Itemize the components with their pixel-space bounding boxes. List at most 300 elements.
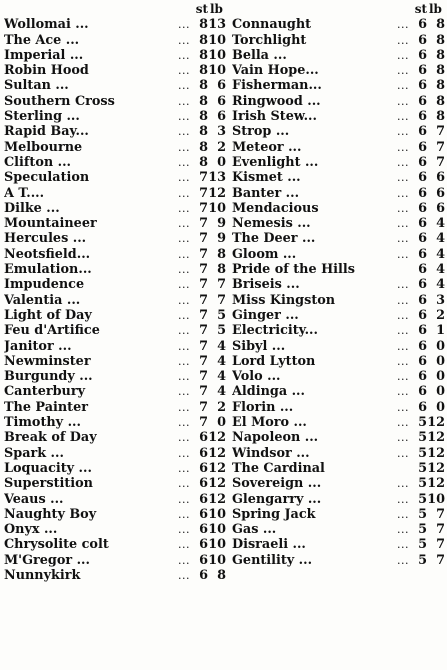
weight-pounds: 13 [208, 170, 226, 186]
weight-stone: 7 [199, 323, 208, 339]
list-item [4, 17, 226, 32]
leader-dots: ... [178, 125, 190, 139]
weight-stone: 7 [199, 384, 208, 400]
weight-pounds: 12 [427, 476, 445, 492]
list-item [232, 94, 445, 109]
left-entries [4, 17, 226, 583]
weight-pounds: 4 [436, 231, 445, 247]
weight-stone: 6 [418, 17, 427, 33]
weight-stone: 6 [418, 307, 427, 323]
leader-dots: ... [178, 171, 190, 185]
horse-name: Connaught [232, 17, 312, 33]
weight-stone: 5 [418, 476, 427, 492]
horse-name: Spring Jack [232, 506, 316, 522]
weight-stone: 8 [199, 93, 208, 109]
horse-name: Sultan ... [4, 78, 69, 94]
weight-pounds: 7 [436, 506, 445, 522]
weight-pounds: 12 [427, 445, 445, 461]
left-column [4, 2, 226, 583]
weight-pounds: 12 [427, 430, 445, 446]
weight-pounds: 8 [217, 246, 226, 262]
list-item [4, 216, 226, 231]
pound-heading: lb [210, 2, 223, 16]
leader-dots: ... [397, 370, 409, 384]
weight-stone: 8 [199, 47, 208, 63]
horse-name: Banter ... [232, 185, 300, 201]
horse-name: Mountaineer [4, 216, 97, 232]
weight-stone: 7 [199, 216, 208, 232]
weight-pounds: 8 [436, 17, 445, 33]
weight-stone: 7 [199, 231, 208, 247]
weight-pounds: 6 [217, 93, 226, 109]
weight-pounds: 5 [217, 307, 226, 323]
weight-pounds: 0 [217, 154, 226, 170]
horse-name: Sovereign ... [232, 476, 322, 492]
horse-name: Torchlight [232, 32, 307, 48]
weight-stone: 6 [199, 567, 208, 583]
weight-stone: 6 [418, 216, 427, 232]
weight-pounds: 7 [436, 154, 445, 170]
leader-dots: ... [178, 217, 190, 231]
horse-name: Gentility ... [232, 552, 313, 568]
leader-dots: ... [178, 64, 190, 78]
list-item [232, 277, 445, 292]
leader-dots: ... [397, 48, 409, 62]
weight-stone: 5 [418, 506, 427, 522]
list-item [4, 507, 226, 522]
horse-name: Speculation [4, 170, 90, 186]
horse-name: Fisherman... [232, 78, 322, 94]
horse-name: Kismet ... [232, 170, 301, 186]
horse-name: Miss Kingston [232, 292, 336, 308]
weight-stone: 6 [418, 353, 427, 369]
list-item [232, 17, 445, 32]
leader-dots: ... [178, 18, 190, 32]
list-item [232, 231, 445, 246]
horse-name: Meteor ... [232, 139, 302, 155]
leader-dots: ... [178, 538, 190, 552]
list-item [4, 415, 226, 430]
leader-dots: ... [397, 201, 409, 215]
list-item [232, 323, 445, 338]
weight-pounds: 3 [436, 292, 445, 308]
horse-name: El Moro ... [232, 415, 307, 431]
weight-pounds: 8 [436, 93, 445, 109]
horse-name: Irish Stew... [232, 109, 317, 125]
list-item [232, 186, 445, 201]
list-item [4, 537, 226, 552]
list-item [232, 247, 445, 262]
weight-pounds: 10 [208, 47, 226, 63]
horse-name: Pride of the Hills [232, 262, 355, 278]
list-item [232, 124, 445, 139]
leader-dots: ... [397, 339, 409, 353]
list-item [232, 492, 445, 507]
list-item [232, 201, 445, 216]
leader-dots: ... [178, 247, 190, 261]
weight-stone: 6 [199, 445, 208, 461]
weight-stone: 6 [199, 491, 208, 507]
weight-stone: 6 [418, 262, 427, 278]
leader-dots: ... [397, 385, 409, 399]
weight-pounds: 6 [217, 78, 226, 94]
weight-pounds: 7 [217, 277, 226, 293]
weight-pounds: 10 [427, 491, 445, 507]
weight-pounds: 0 [436, 369, 445, 385]
column-header [4, 2, 226, 17]
weight-pounds: 8 [217, 262, 226, 278]
leader-dots: ... [178, 308, 190, 322]
weight-pounds: 12 [208, 491, 226, 507]
horse-name: Veaus ... [4, 491, 64, 507]
horse-name: Robin Hood [4, 63, 89, 79]
leader-dots: ... [178, 186, 190, 200]
leader-dots: ... [397, 446, 409, 460]
weight-stone: 8 [199, 139, 208, 155]
weight-stone: 6 [199, 537, 208, 553]
leader-dots: ... [397, 507, 409, 521]
weight-pounds: 9 [217, 231, 226, 247]
weight-stone: 8 [199, 154, 208, 170]
horse-name: A T.... [4, 185, 45, 201]
leader-dots: ... [178, 553, 190, 567]
weight-pounds: 10 [208, 200, 226, 216]
weight-stone: 6 [418, 292, 427, 308]
weight-stone: 6 [418, 323, 427, 339]
weight-stone: 6 [418, 63, 427, 79]
leader-dots: ... [178, 507, 190, 521]
leader-dots: ... [178, 385, 190, 399]
weight-pounds: 7 [436, 124, 445, 140]
list-item [4, 247, 226, 262]
pound-heading: lb [429, 2, 442, 16]
leader-dots: ... [397, 171, 409, 185]
horse-name: Emulation... [4, 262, 92, 278]
list-item [232, 308, 445, 323]
leader-dots: ... [178, 492, 190, 506]
leader-dots: ... [397, 477, 409, 491]
horse-name: Napoleon ... [232, 430, 319, 446]
leader-dots: ... [397, 278, 409, 292]
horse-name: Lord Lytton [232, 353, 316, 369]
weight-stone: 6 [418, 277, 427, 293]
horse-name: Florin ... [232, 399, 294, 415]
column-header [232, 2, 445, 17]
list-item [4, 155, 226, 170]
weight-stone: 7 [199, 292, 208, 308]
horse-name: Newminster [4, 353, 91, 369]
leader-dots: ... [397, 140, 409, 154]
list-item [4, 568, 226, 583]
weight-stone: 6 [418, 32, 427, 48]
weight-pounds: 10 [208, 537, 226, 553]
leader-dots: ... [178, 79, 190, 93]
leader-dots: ... [397, 64, 409, 78]
list-item [4, 522, 226, 537]
horse-name: Light of Day [4, 307, 92, 323]
weight-stone: 7 [199, 277, 208, 293]
weight-pounds: 7 [436, 552, 445, 568]
leader-dots: ... [397, 79, 409, 93]
horse-name: M'Gregor ... [4, 552, 90, 568]
horse-name: Burgundy ... [4, 369, 93, 385]
weight-pounds: 10 [208, 552, 226, 568]
weight-pounds: 4 [436, 216, 445, 232]
right-column [232, 2, 445, 568]
horse-name: Feu d'Artifice [4, 323, 100, 339]
horse-name: Break of Day [4, 430, 97, 446]
horse-name: Superstition [4, 476, 93, 492]
horse-name: Aldinga ... [232, 384, 305, 400]
leader-dots: ... [397, 18, 409, 32]
horse-name: Chrysolite colt [4, 537, 109, 553]
weight-pounds: 7 [436, 537, 445, 553]
weight-pounds: 4 [217, 338, 226, 354]
weight-stone: 5 [418, 491, 427, 507]
horse-name: Neotsfield... [4, 246, 91, 262]
list-item [4, 384, 226, 399]
list-item [232, 109, 445, 124]
weight-stone: 8 [199, 124, 208, 140]
weight-pounds: 12 [208, 445, 226, 461]
weight-pounds: 10 [208, 32, 226, 48]
stone-heading: st [195, 2, 208, 16]
leader-dots: ... [178, 48, 190, 62]
list-item [4, 140, 226, 155]
weight-stone: 6 [418, 78, 427, 94]
list-item [4, 323, 226, 338]
list-item [4, 277, 226, 292]
list-item [4, 476, 226, 491]
list-item [4, 262, 226, 277]
list-item [4, 109, 226, 124]
weight-stone: 6 [418, 185, 427, 201]
weight-pounds: 12 [427, 460, 445, 476]
weight-stone: 6 [418, 246, 427, 262]
horse-name: Valentia ... [4, 292, 81, 308]
weight-pounds: 8 [436, 32, 445, 48]
weight-pounds: 4 [217, 384, 226, 400]
weight-stone: 6 [199, 552, 208, 568]
horse-name: Janitor ... [4, 338, 72, 354]
weight-stone: 7 [199, 338, 208, 354]
weight-pounds: 12 [208, 460, 226, 476]
weight-pounds: 1 [436, 323, 445, 339]
leader-dots: ... [397, 293, 409, 307]
list-item [4, 170, 226, 185]
horse-name: Hercules ... [4, 231, 87, 247]
weight-stone: 6 [199, 506, 208, 522]
weight-pounds: 8 [217, 567, 226, 583]
weight-stone: 6 [418, 384, 427, 400]
weight-pounds: 10 [208, 63, 226, 79]
weight-pounds: 12 [208, 185, 226, 201]
right-entries [232, 17, 445, 568]
list-item [4, 308, 226, 323]
weight-pounds: 6 [217, 109, 226, 125]
leader-dots: ... [397, 354, 409, 368]
horse-name: Naughty Boy [4, 506, 97, 522]
horse-name: The Cardinal [232, 460, 325, 476]
weight-stone: 6 [418, 139, 427, 155]
weight-pounds: 5 [217, 323, 226, 339]
weight-stone: 5 [418, 460, 427, 476]
weight-stone: 7 [199, 262, 208, 278]
horse-name: Bella ... [232, 47, 287, 63]
weight-pounds: 2 [436, 307, 445, 323]
leader-dots: ... [397, 232, 409, 246]
list-item [4, 492, 226, 507]
weight-pounds: 12 [208, 430, 226, 446]
horse-name: Canterbury [4, 384, 86, 400]
list-item [232, 140, 445, 155]
list-item [232, 63, 445, 78]
weight-pounds: 4 [217, 353, 226, 369]
list-item [4, 461, 226, 476]
horse-name: Nemesis ... [232, 216, 311, 232]
weight-stone: 7 [199, 415, 208, 431]
horse-name: Windsor ... [232, 445, 310, 461]
list-item [232, 400, 445, 415]
weight-pounds: 9 [217, 216, 226, 232]
weight-pounds: 13 [208, 17, 226, 33]
weight-pounds: 7 [436, 139, 445, 155]
weight-stone: 5 [418, 552, 427, 568]
leader-dots: ... [178, 523, 190, 537]
weight-stone: 8 [199, 78, 208, 94]
horse-name: Sterling ... [4, 109, 80, 125]
horse-name: Electricity... [232, 323, 318, 339]
weight-stone: 6 [418, 93, 427, 109]
weight-stone: 7 [199, 353, 208, 369]
weight-stone: 7 [199, 170, 208, 186]
weight-pounds: 12 [427, 415, 445, 431]
weight-pounds: 3 [217, 124, 226, 140]
weight-pounds: 4 [436, 262, 445, 278]
weight-stone: 6 [418, 369, 427, 385]
weight-stone: 8 [199, 17, 208, 33]
leader-dots: ... [397, 400, 409, 414]
horse-name: Nunnykirk [4, 567, 81, 583]
list-item [232, 522, 445, 537]
weight-stone: 7 [199, 307, 208, 323]
list-item [232, 430, 445, 445]
horse-name: Sibyl ... [232, 338, 286, 354]
list-item [232, 293, 445, 308]
leader-dots: ... [178, 33, 190, 47]
horse-name: Ginger ... [232, 307, 299, 323]
horse-name: Gas ... [232, 522, 277, 538]
weight-stone: 5 [418, 430, 427, 446]
list-item [4, 201, 226, 216]
horse-name: Timothy ... [4, 415, 81, 431]
horse-name: Evenlight ... [232, 154, 319, 170]
list-item [232, 48, 445, 63]
weight-pounds: 10 [208, 506, 226, 522]
weight-stone: 7 [199, 185, 208, 201]
list-item [4, 293, 226, 308]
weight-pounds: 6 [436, 170, 445, 186]
leader-dots: ... [178, 94, 190, 108]
horse-name: Spark ... [4, 445, 64, 461]
weight-pounds: 7 [436, 522, 445, 538]
list-item [232, 476, 445, 491]
weight-pounds: 8 [436, 109, 445, 125]
weight-stone: 7 [199, 369, 208, 385]
list-item [232, 553, 445, 568]
list-item [232, 354, 445, 369]
weight-stone: 7 [199, 200, 208, 216]
weight-pounds: 6 [436, 185, 445, 201]
leader-dots: ... [397, 33, 409, 47]
horse-name: Glengarry ... [232, 491, 322, 507]
weight-stone: 6 [418, 338, 427, 354]
leader-dots: ... [178, 416, 190, 430]
horse-name: Loquacity ... [4, 460, 92, 476]
list-item [4, 33, 226, 48]
leader-dots: ... [178, 293, 190, 307]
horse-name: Vain Hope... [232, 63, 319, 79]
leader-dots: ... [178, 155, 190, 169]
weight-stone: 5 [418, 537, 427, 553]
weight-pounds: 2 [217, 399, 226, 415]
weight-pounds: 2 [217, 139, 226, 155]
horse-name: Imperial ... [4, 47, 84, 63]
leader-dots: ... [178, 278, 190, 292]
horse-name: Briseis ... [232, 277, 300, 293]
list-item [232, 461, 445, 476]
weight-pounds: 8 [436, 47, 445, 63]
leader-dots: ... [397, 492, 409, 506]
weight-stone: 6 [418, 200, 427, 216]
list-item [232, 262, 445, 277]
stone-heading: st [414, 2, 427, 16]
leader-dots: ... [397, 247, 409, 261]
leader-dots: ... [178, 568, 190, 582]
horse-name: Volo ... [232, 369, 281, 385]
horse-name: Gloom ... [232, 246, 297, 262]
list-item [4, 63, 226, 78]
weight-stone: 6 [199, 476, 208, 492]
weight-stone: 6 [418, 231, 427, 247]
weight-stone: 5 [418, 445, 427, 461]
list-item [232, 446, 445, 461]
leader-dots: ... [397, 523, 409, 537]
leader-dots: ... [178, 446, 190, 460]
horse-name: Impudence [4, 277, 85, 293]
weight-pounds: 7 [217, 292, 226, 308]
weight-pounds: 0 [436, 338, 445, 354]
weight-pounds: 0 [217, 415, 226, 431]
leader-dots: ... [178, 477, 190, 491]
leader-dots: ... [397, 110, 409, 124]
list-item [4, 553, 226, 568]
weight-stone: 6 [418, 154, 427, 170]
list-item [232, 537, 445, 552]
list-item [4, 48, 226, 63]
horse-name: Strop ... [232, 124, 290, 140]
list-item [232, 33, 445, 48]
weight-pounds: 0 [436, 384, 445, 400]
leader-dots: ... [397, 431, 409, 445]
leader-dots: ... [178, 370, 190, 384]
leader-dots: ... [397, 217, 409, 231]
weight-pounds: 0 [436, 353, 445, 369]
leader-dots: ... [178, 431, 190, 445]
weight-stone: 6 [418, 399, 427, 415]
leader-dots: ... [178, 400, 190, 414]
horse-name: Clifton ... [4, 154, 71, 170]
